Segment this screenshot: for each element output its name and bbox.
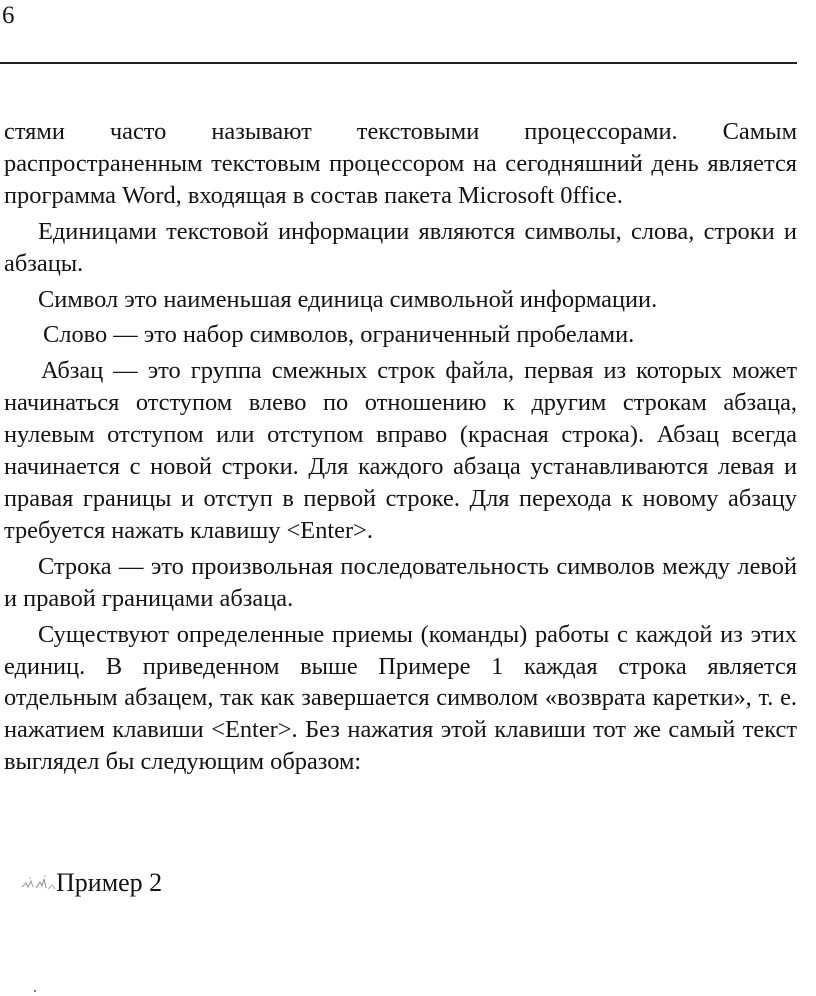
scribble-mark-icon xyxy=(18,873,56,893)
body-text xyxy=(4,116,797,782)
paragraph-line-definition: Строка — это произвольная последовательность символов между левой и правой границами абзаца. xyxy=(4,552,797,612)
paragraph-word-definition: Слово — это набор символов, ограниченный пробелами. xyxy=(43,321,635,349)
paragraph-symbol-definition: Символ это наименьшая единица символьной информации. xyxy=(38,285,658,313)
paragraph-text-units: Единицами текстовой информации являются символы, слова, строки и абзацы. xyxy=(4,217,797,277)
paragraph-paragraph-definition: Абзац — это группа смежных строк файла, первая из которых может начинаться отступом влево по отношению к другим строкам абзаца, нулевым отступом или отступом вправо (красная строка). Абзац всегда начинается с новой строки. Для каждого абзаца устанавливаются левая и правая границы и отступ в первой строке. Для перехода к новому абзацу требуется нажать клавишу <Enter>. xyxy=(4,357,797,544)
page-number: 6 xyxy=(2,2,15,29)
header-rule xyxy=(0,62,797,64)
scan-artifact-dot xyxy=(34,990,36,992)
example-heading xyxy=(18,868,162,898)
paragraph-continuation: стями часто называют текстовыми процессорами. Самым распространенным текстовым процессором на сегодняшний день является программа Word, входящая в состав пакета Microsoft 0ffice. xyxy=(4,118,797,209)
paragraph-commands: Существуют определенные приемы (команды) работы с каждой из этих единиц. В приведенном выше Примере 1 каждая строка является отдельным абзацем, так как завершается символом «возврата каретки», т. е. нажатием клавиши <Enter>. Без нажатия этой клавиши тот же самый текст выглядел бы следующим образом: xyxy=(4,620,797,776)
example-label: Пример 2 xyxy=(56,868,163,897)
